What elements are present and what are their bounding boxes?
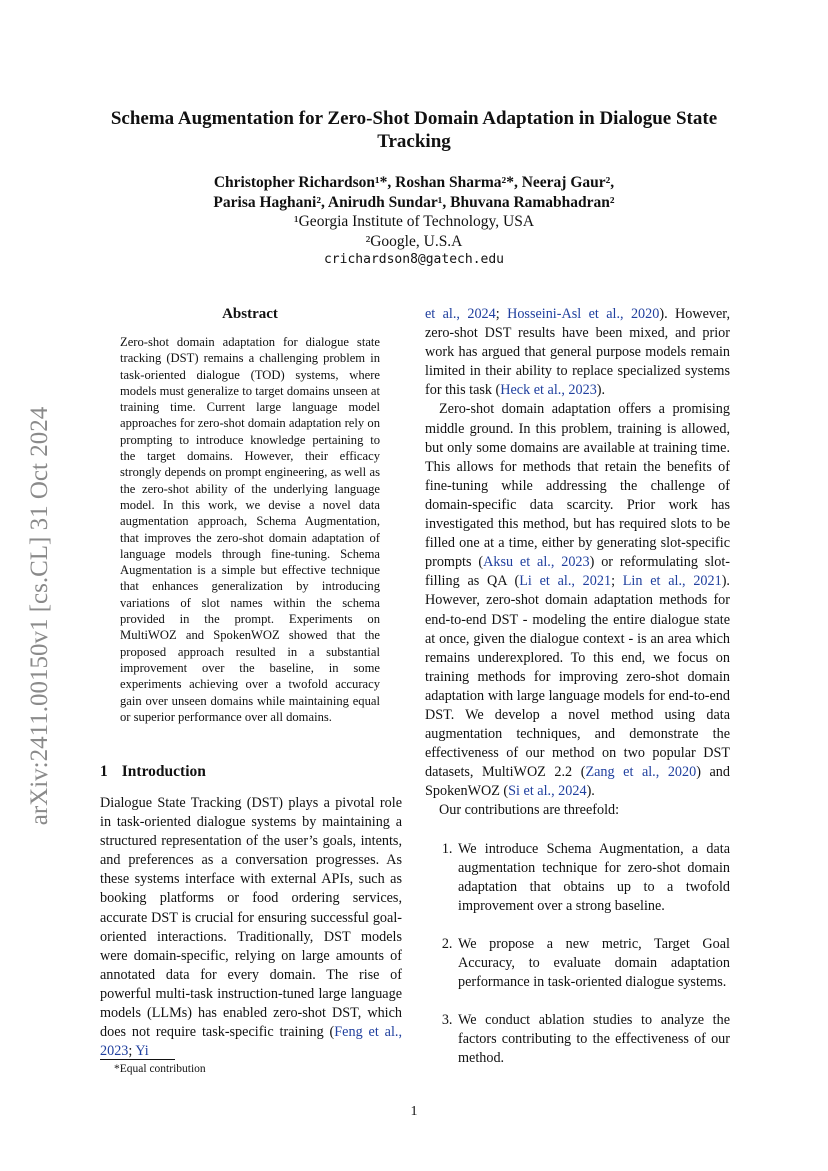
intro-text: ). However, zero-shot DST results have been mixed, and prior work has argued that general purpose models remain limited in their ability to replace specialized systems for this task ( [425,306,730,399]
intro-paragraph: Our contributions are threefold: [439,802,620,819]
list-item: 3. We conduct ablation studies to analyze the factors contributing to the effectiveness of our method. [456,1011,730,1068]
footnote: *Equal contribution [114,1063,206,1075]
author-email[interactable]: crichardson8@gatech.edu [323,252,504,267]
intro-right-column [425,305,730,1087]
section-number: 1 [100,763,108,780]
citation-link[interactable]: Hosseini-Asl et al., 2020 [507,306,660,322]
intro-text: ). [596,382,606,399]
citation-link[interactable]: Zang et al., 2020 [585,764,697,781]
intro-paragraph [425,400,730,801]
citation-link[interactable]: Yi [135,1043,149,1060]
paper-title: Schema Augmentation for Zero-Shot Domain Adaptation in Dialogue State Tracking [110,108,718,152]
authors-line-1: Christopher Richardson¹*, Roshan Sharma²*, Neeraj Gaur², [213,174,615,191]
citation-link[interactable]: Li et al., 2021 [519,573,612,590]
citation-separator: ; [495,306,508,322]
citation-separator: ; [128,1043,136,1060]
list-item: 2. We propose a new metric, Target Goal Accuracy, to evaluate domain adaptation performance in task-oriented dialogue systems. [456,935,730,992]
contributions-list [425,840,730,1069]
intro-text: ). [586,783,595,800]
intro-paragraph [425,305,730,400]
intro-text: Zero-shot domain adaptation offers a promising middle ground. In this problem, training is allowed, but only some domains are available at training time. This allows for methods that retain the benefits of fine-tuning while addressing the challenge of domain-specific data scarcity. Prior work has investigated this method, but has required slots to be filled one at a time, either by generating slot-specific prompts ( [425,401,730,571]
citation-link[interactable]: Aksu et al., 2023 [483,554,590,571]
affiliation-1: ¹Georgia Institute of Technology, USA [293,213,535,230]
intro-left-column [100,794,402,1061]
arxiv-stamp: arXiv:2411.00150v1 [cs.CL] 31 Oct 2024 [26,406,53,826]
citation-link[interactable]: Heck et al., 2023 [500,382,597,399]
author-list [100,173,728,213]
citation-separator: ; [611,573,623,590]
intro-text: ) or reformulating slot-filling as QA ( [425,554,730,590]
affiliation-2: ²Google, U.S.A [365,233,463,250]
citation-link[interactable]: Feng et al., 2023 [100,1024,402,1060]
section-heading-introduction [100,763,206,781]
list-item: 1. We introduce Schema Augmentation, a data augmentation technique for zero-shot domain adaptation that obtains up to a twofold improvement over a strong baseline. [456,840,730,916]
intro-text: ) and SpokenWOZ ( [425,764,730,800]
section-title: Introduction [121,763,206,780]
citation-link[interactable]: Si et al., 2024 [508,783,587,800]
page-number: 1 [410,1104,418,1119]
intro-text: Dialogue State Tracking (DST) plays a pivotal role in task-oriented dialogue systems by maintaining a structured representation of the user’s goals, intents, and preferences as a conversation progresses. As these systems interface with external APIs, such as booking platforms or food ordering services, accurate DST is crucial for ensuring successful goal-oriented interactions. Traditionally, DST models were domain-specific, relying on large amounts of annotated data for every domain. The rise of powerful multi-task instruction-tuned large language models (LLMs) has enabled zero-shot DST, which does not require task-specific training ( [100,795,402,1041]
intro-text: ). However, zero-shot domain adaptation methods for end-to-end DST - modeling the entire dialogue state at once, given the dialogue context - is an area which remains underexplored. To this end, we focus on training methods for improving zero-shot domain adaptation with large language models for end-to-end DST. We develop a novel method using data augmentation techniques, and demonstrate the effectiveness of our method on two popular DST datasets, MultiWOZ 2.2 ( [425,573,730,781]
abstract-heading: Abstract [222,306,278,322]
citation-link[interactable]: et al., 2024 [425,306,496,322]
abstract-body: Zero-shot domain adaptation for dialogue state tracking (DST) remains a challenging problem in task-oriented dialogue (TOD) systems, where models must generalize to target domains unseen at training time. Current large language model approaches for zero-shot domain adaptation rely on prompting to introduce knowledge pertaining to the target domains. However, their efficacy strongly depends on prompt engineering, as well as the zero-shot ability of the underlying language model. In this work, we devise a novel data augmentation approach, Schema Augmentation, that improves the zero-shot domain adaptation of language models through fine-tuning. Schema Augmentation is a simple but effective technique that enhances generalization by introducing variations of slot names within the schema provided in the prompt. Experiments on MultiWOZ and SpokenWOZ showed that the proposed approach resulted in a substantial improvement over the baseline, in some experiments achieving over a twofold accuracy gain over unseen domains while maintaining equal or superior performance over all domains. [120,335,380,724]
footnote-rule [100,1059,175,1060]
citation-link[interactable]: Lin et al., 2021 [622,573,722,590]
authors-line-2: Parisa Haghani², Anirudh Sundar¹, Bhuvana Ramabhadran² [213,194,615,211]
